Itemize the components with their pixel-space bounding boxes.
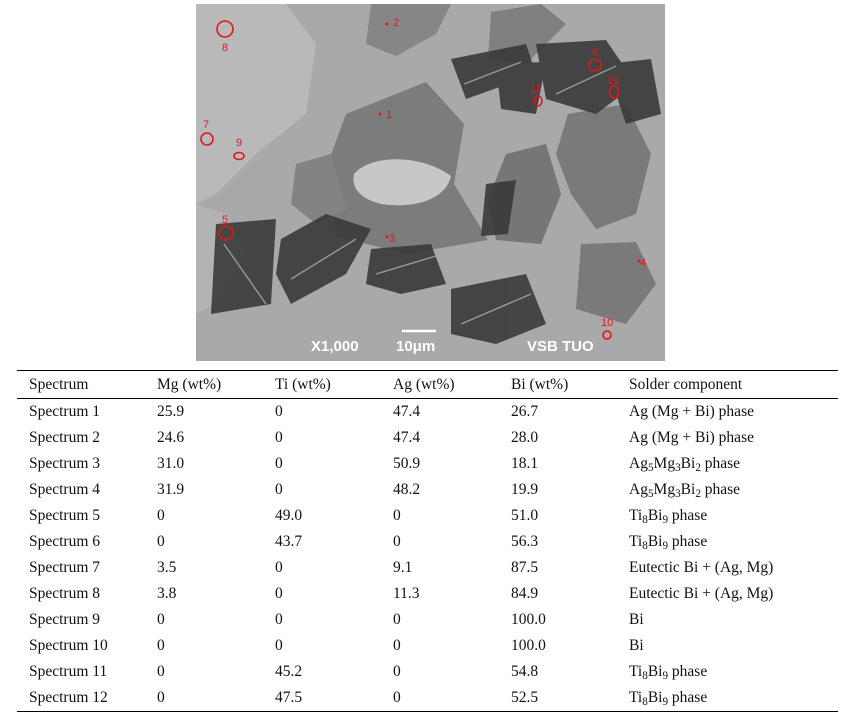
table-body xyxy=(17,399,838,712)
cell-ti: 0 xyxy=(275,585,283,602)
cell-mg: 25.9 xyxy=(157,403,185,420)
cell-spectrum: Spectrum 10 xyxy=(29,637,108,654)
spectrum-label-12: 12 xyxy=(607,75,620,87)
cell-bi: 26.7 xyxy=(511,403,539,420)
cell-ag: 47.4 xyxy=(393,403,421,420)
cell-ti: 0 xyxy=(275,637,283,654)
table-row xyxy=(17,633,838,659)
cell-ag: 0 xyxy=(393,689,401,706)
cell-bi: 51.0 xyxy=(511,507,539,524)
cell-spectrum: Spectrum 8 xyxy=(29,585,101,602)
cell-ti: 49.0 xyxy=(275,507,303,524)
table-row xyxy=(17,555,838,581)
spectrum-label-10: 10 xyxy=(601,317,614,329)
header-bi: Bi (wt%) xyxy=(511,376,569,393)
cell-mg: 24.6 xyxy=(157,429,185,446)
cell-component: $Ti_8Bi_9$ phase xyxy=(629,507,708,526)
cell-mg: 0 xyxy=(157,689,165,706)
cell-component: $Ag_5Mg_3Bi_2$ phase xyxy=(629,455,741,474)
cell-bi: 19.9 xyxy=(511,481,539,498)
cell-component: $Ag_5Mg_3Bi_2$ phase xyxy=(629,481,741,500)
table-row xyxy=(17,659,838,685)
table-row xyxy=(17,607,838,633)
cell-component: $Ti_8Bi_9$ phase xyxy=(629,689,708,708)
cell-ti: 0 xyxy=(275,403,283,420)
cell-spectrum: Spectrum 5 xyxy=(29,507,101,524)
magnification-label: X1,000 xyxy=(311,338,359,355)
cell-component: $Ti_8Bi_9$ phase xyxy=(629,663,708,682)
micrograph-image xyxy=(196,4,665,361)
cell-mg: 3.5 xyxy=(157,559,177,576)
cell-spectrum: Spectrum 6 xyxy=(29,533,101,550)
table-row xyxy=(17,425,838,451)
cell-spectrum: Spectrum 2 xyxy=(29,429,101,446)
cell-spectrum: Spectrum 11 xyxy=(29,663,108,680)
cell-ti: 43.7 xyxy=(275,533,303,550)
header-ti: Ti (wt%) xyxy=(275,376,331,393)
cell-mg: 3.8 xyxy=(157,585,177,602)
cell-bi: 54.8 xyxy=(511,663,539,680)
spectrum-label-5: 5 xyxy=(222,214,229,226)
cell-mg: 0 xyxy=(157,507,165,524)
table-row xyxy=(17,477,838,503)
cell-spectrum: Spectrum 9 xyxy=(29,611,101,628)
cell-ti: 0 xyxy=(275,429,283,446)
cell-mg: 0 xyxy=(157,637,165,654)
cell-ti: 45.2 xyxy=(275,663,303,680)
table-row xyxy=(17,581,838,607)
spectrum-label-6: 6 xyxy=(592,47,599,59)
spectrum-label-2: 2 xyxy=(393,17,400,29)
table-header-row xyxy=(17,371,838,399)
table-row xyxy=(17,685,838,712)
cell-component: $Ti_8Bi_9$ phase xyxy=(629,533,708,552)
cell-component: Eutectic Bi + (Ag, Mg) xyxy=(629,559,774,576)
scale-bar-label: 10μm xyxy=(396,338,436,355)
table-row xyxy=(17,503,838,529)
spectrum-label-4: 4 xyxy=(640,257,647,269)
cell-ag: 0 xyxy=(393,533,401,550)
cell-mg: 0 xyxy=(157,533,165,550)
cell-ag: 0 xyxy=(393,611,401,628)
cell-spectrum: Spectrum 7 xyxy=(29,559,101,576)
spectrum-label-3: 3 xyxy=(389,233,396,245)
cell-component: Bi xyxy=(629,637,644,654)
cell-ag: 47.4 xyxy=(393,429,421,446)
cell-mg: 31.9 xyxy=(157,481,185,498)
cell-ag: 0 xyxy=(393,663,401,680)
cell-mg: 0 xyxy=(157,611,165,628)
cell-bi: 100.0 xyxy=(511,611,546,628)
cell-bi: 52.5 xyxy=(511,689,539,706)
cell-spectrum: Spectrum 3 xyxy=(29,455,101,472)
spectrum-label-1: 1 xyxy=(386,109,393,121)
cell-ag: 0 xyxy=(393,507,401,524)
table-row xyxy=(17,529,838,555)
cell-ag: 9.1 xyxy=(393,559,413,576)
cell-ti: 0 xyxy=(275,611,283,628)
header-ag: Ag (wt%) xyxy=(393,376,455,393)
cell-component: Ag (Mg + Bi) phase xyxy=(629,429,754,446)
cell-mg: 31.0 xyxy=(157,455,185,472)
cell-ti: 0 xyxy=(275,559,283,576)
cell-mg: 0 xyxy=(157,663,165,680)
cell-bi: 18.1 xyxy=(511,455,539,472)
spectrum-label-9: 9 xyxy=(236,137,243,149)
institution-label: VSB TUO xyxy=(527,338,594,355)
cell-ti: 0 xyxy=(275,455,283,472)
cell-bi: 100.0 xyxy=(511,637,546,654)
cell-bi: 56.3 xyxy=(511,533,539,550)
header-component: Solder component xyxy=(629,376,743,393)
spectrum-label-11: 11 xyxy=(530,83,542,95)
cell-component: Ag (Mg + Bi) phase xyxy=(629,403,754,420)
sem-micrograph xyxy=(196,4,665,361)
cell-bi: 84.9 xyxy=(511,585,539,602)
cell-ti: 47.5 xyxy=(275,689,303,706)
cell-bi: 28.0 xyxy=(511,429,539,446)
cell-ti: 0 xyxy=(275,481,283,498)
cell-component: Eutectic Bi + (Ag, Mg) xyxy=(629,585,774,602)
cell-ag: 50.9 xyxy=(393,455,421,472)
spectrum-label-7: 7 xyxy=(203,119,210,131)
header-spectrum: Spectrum xyxy=(29,376,89,393)
cell-component: Bi xyxy=(629,611,644,628)
table-row xyxy=(17,451,838,477)
cell-ag: 0 xyxy=(393,637,401,654)
cell-bi: 87.5 xyxy=(511,559,539,576)
cell-spectrum: Spectrum 1 xyxy=(29,403,101,420)
composition-table xyxy=(17,370,838,712)
table-row xyxy=(17,399,838,426)
cell-ag: 48.2 xyxy=(393,481,421,498)
header-mg: Mg (wt%) xyxy=(157,376,222,393)
spectrum-label-8: 8 xyxy=(222,42,229,54)
cell-spectrum: Spectrum 12 xyxy=(29,689,108,706)
cell-ag: 11.3 xyxy=(393,585,420,602)
cell-spectrum: Spectrum 4 xyxy=(29,481,101,498)
